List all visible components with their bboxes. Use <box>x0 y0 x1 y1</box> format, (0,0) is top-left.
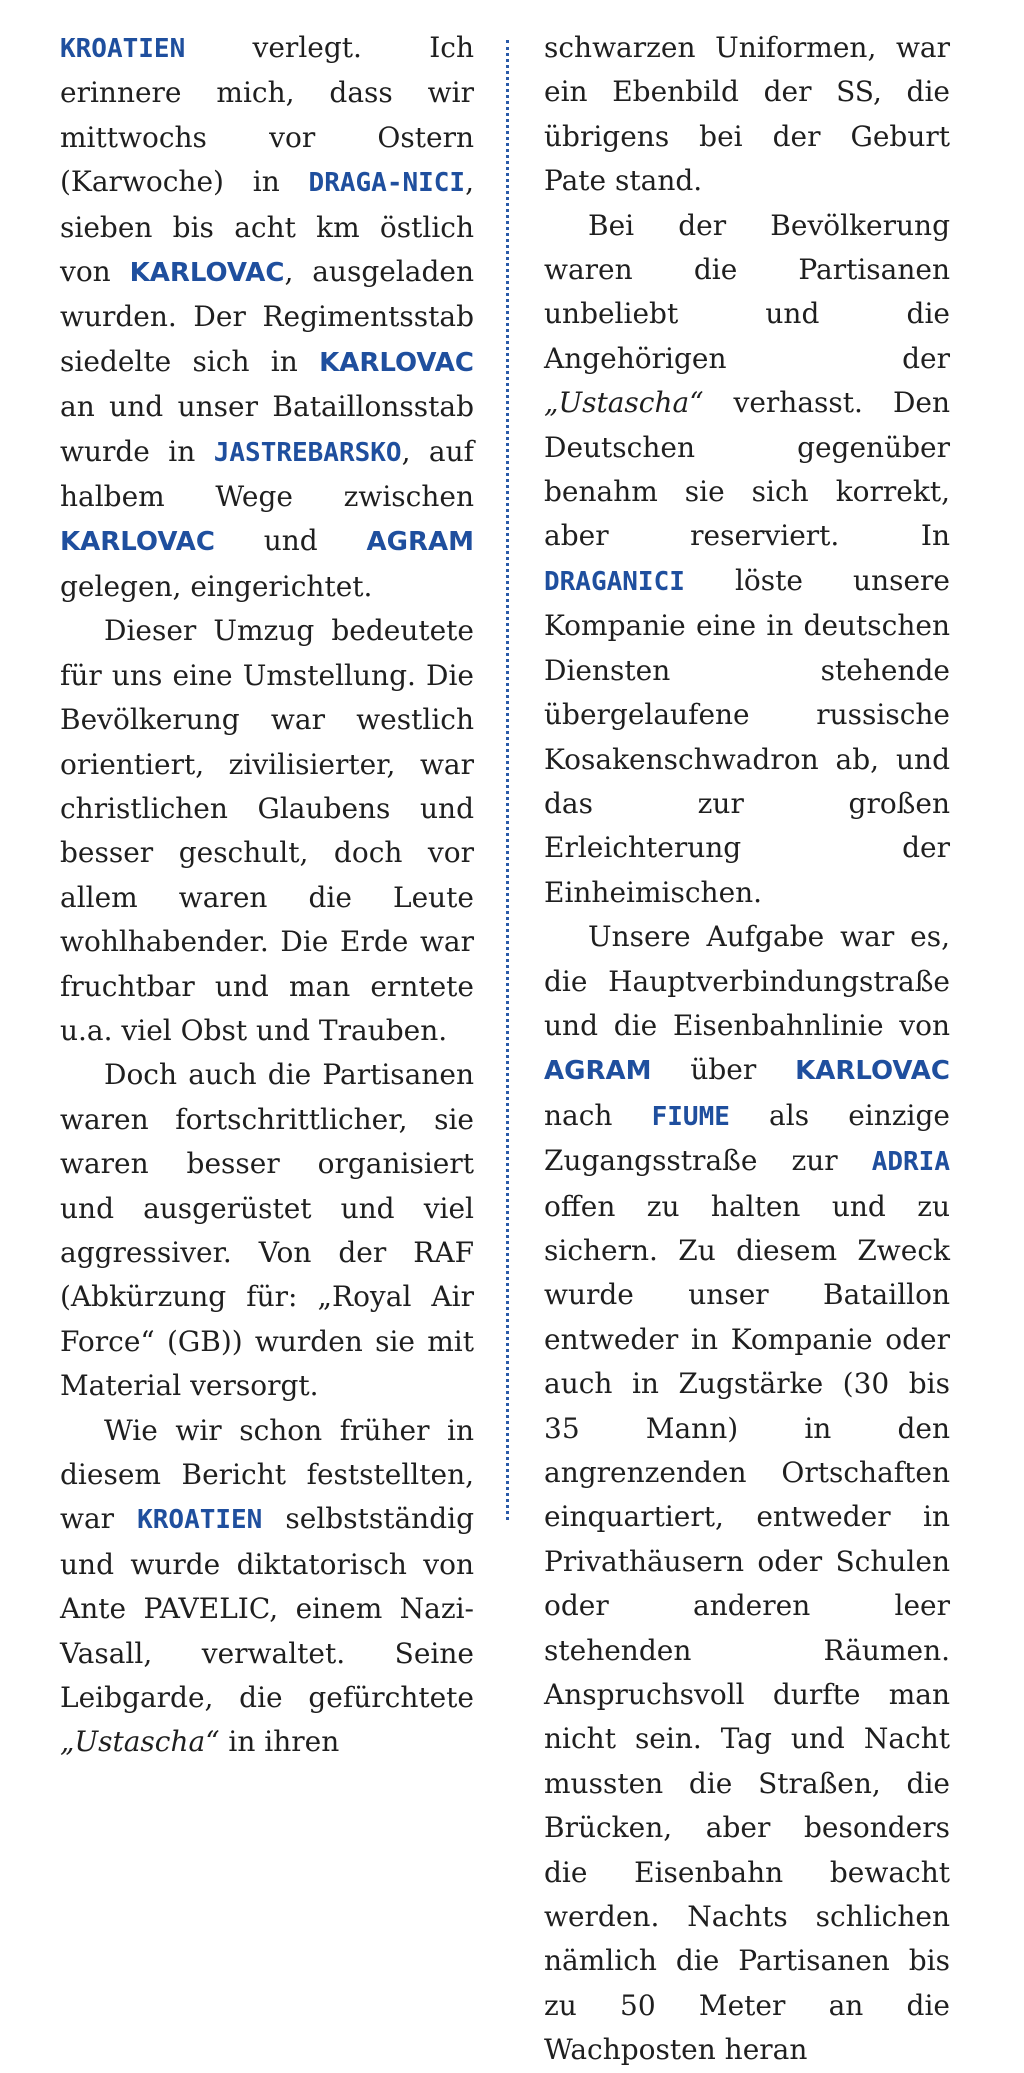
paragraph <box>60 1409 474 1765</box>
left-column <box>60 26 474 1765</box>
text-run: offen zu halten und zu sichern. Zu diesem Zweck wurde unser Bataillon entweder in Kompanie oder auch in Zugstärke (30 bis 35 Mann) in den angrenzenden Ortschaften einquartiert, entweder in Privathäusern oder Schulen oder anderen leer stehenden Räumen. Anspruchsvoll durfte man nicht sein. Tag und Nacht mussten die Straßen, die Brücken, aber besonders die Eisenbahn bewacht werden. Nachts schlichen nämlich die Partisanen bis zu 50 Meter an die Wachposten heran <box>544 1189 950 2067</box>
text-run: verhasst. Den Deutschen gegenüber benahm sie sich korrekt, aber reserviert. In <box>544 386 950 553</box>
place-name: AGRAM <box>366 527 474 558</box>
paragraph: schwarzen Uniformen, war ein Ebenbild der SS, die übrigens bei der Geburt Pate stand. <box>544 31 950 198</box>
place-name: JASTREBARSKO <box>213 437 402 468</box>
paragraph: Doch auch die Partisanen waren fortschrittlicher, sie waren besser organisiert und ausgerüstet und viel aggressiver. Von der RAF (Abkürzung für: „Royal Air Force“ (GB)) wurden sie mit Material versorgt. <box>60 1058 474 1403</box>
text-run: , ausgeladen wurden. Der Regimentsstab siedelte sich in <box>60 255 474 378</box>
text-run: , sieben bis acht km östlich von <box>60 165 474 289</box>
paragraph <box>60 26 474 609</box>
place-name: DRAGA-NICI <box>308 168 466 199</box>
place-name: KARLOVAC <box>60 527 215 558</box>
quoted-name: „Ustascha“ <box>60 1725 220 1759</box>
paragraph <box>544 915 950 2073</box>
text-run: Wie wir schon früher in diesem Bericht feststellten, war <box>60 1413 474 1536</box>
quoted-name: „Ustascha“ <box>544 386 704 420</box>
text-run: über <box>651 1053 796 1087</box>
place-name: ADRIA <box>871 1147 950 1178</box>
place-name: KARLOVAC <box>319 347 474 378</box>
text-run: nach <box>544 1098 652 1132</box>
text-run: in ihren <box>219 1725 340 1759</box>
place-name: KARLOVAC <box>129 258 285 289</box>
place-name: AGRAM <box>544 1056 652 1087</box>
place-name: FIUME <box>651 1101 730 1132</box>
text-run: verlegt. Ich erinnere mich, dass wir mittwochs vor Ostern (Karwoche) in <box>60 31 474 199</box>
place-name: KROATIEN <box>137 1505 263 1536</box>
paragraph: Dieser Umzug bedeutete für uns eine Umstellung. Die Bevölkerung war westlich orientiert, zivilisierter, war christlichen Glaubens und besser geschult, doch vor allem waren die Leute wohlhabender. Die Erde war fruchtbar und man erntete u.a. viel Obst und Trauben. <box>60 614 474 1047</box>
text-run: als einzige Zugangsstraße zur <box>544 1098 950 1178</box>
text-run: löste unsere Kompanie eine in deutschen Diensten stehende übergelaufene russische Kosakenschwadron ab, und das zur großen Erleichterung der Einheimischen. <box>544 563 950 909</box>
right-column <box>544 26 950 2073</box>
text-run: und <box>214 524 367 558</box>
text-run: gelegen, eingerichtet. <box>60 569 373 603</box>
text-run: , auf halbem Wege zwischen <box>60 434 474 514</box>
text-run: Bei der Bevölkerung waren die Partisanen unbeliebt und die Angehörigen der <box>544 208 950 375</box>
place-name: KROATIEN <box>60 34 186 64</box>
text-run: Unsere Aufgabe war es, die Hauptverbindungstraße und die Eisenbahnlinie von <box>544 920 950 1042</box>
text-run: selbstständig und wurde diktatorisch von Ante PAVELIC, einem Nazi-Vasall, verwaltet. Seine Leibgarde, die gefürchtete <box>60 1502 474 1715</box>
text-run: an und unser Bataillonsstab wurde in <box>60 390 474 468</box>
place-name: DRAGANICI <box>544 566 685 597</box>
place-name: KARLOVAC <box>795 1056 950 1087</box>
column-divider <box>506 40 509 1520</box>
paragraph <box>544 204 950 916</box>
